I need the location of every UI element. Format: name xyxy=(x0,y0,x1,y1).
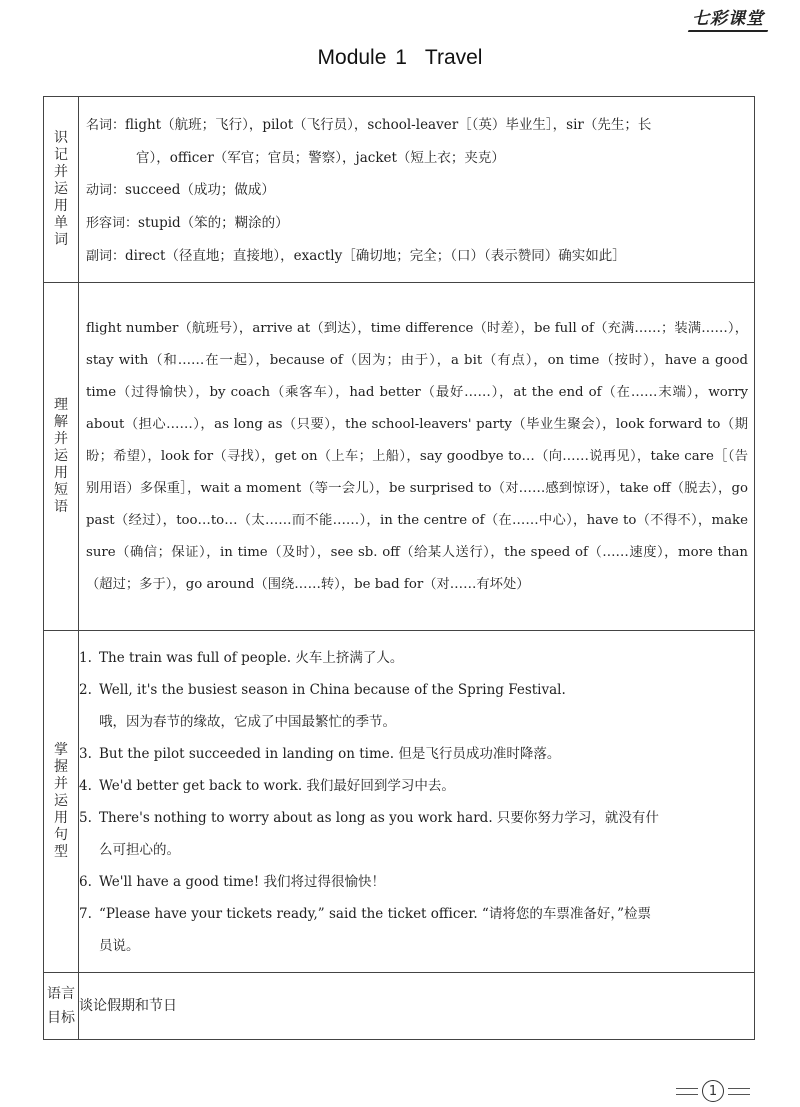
page-title xyxy=(0,46,800,70)
vocabulary-label: 识 记 并 运 用 单 词 xyxy=(44,97,79,283)
sentence-item: 5. There's nothing to worry about as long as you work hard. 只要你努力学习，就没有什 么可担心的。 xyxy=(79,809,659,858)
adjectives-line: 形容词：stupid（笨的；糊涂的） xyxy=(86,214,289,231)
sentences-row xyxy=(44,631,755,973)
brand-logo: 七彩课堂 xyxy=(692,4,764,29)
sentences-label: 掌 握 并 运 用 句 型 xyxy=(44,631,79,973)
sentence-item: 6. We'll have a good time! 我们将过得很愉快！ xyxy=(79,873,385,890)
goal-content: 谈论假期和节日 xyxy=(79,973,755,1040)
phrases-content: flight number（航班号），arrive at（到达），time difference（时差），be full of（充满……；装满……），stay with（和……在一起），because of（因为；由于），a bit（有点），on time（按时），have a good time（过得愉快），by coach（乘客车），had better（最好……），at the end of（在……末端），worry about（担心……），as long as（只要），the school-leavers' party（毕业生聚会），look forward to（期盼；希望），look for（寻找），get on（上车；上船），say goodbye to…（向……说再见），take care［（告别用语）多保重］，wait a moment（等一会儿），be surprised to（对……感到惊讶），take off（脱去），go past（经过），too…to…（太……而不能……），in the centre of（在……中心），have to（不得不），make sure（确信；保证），in time（及时），see sb. off（给某人送行），the speed of（……速度），more than（超过；多于），go around（围绕……转），be bad for（对……有坏处） xyxy=(79,283,755,631)
goal-label: 语言 目标 xyxy=(44,973,79,1040)
phrases-label: 理 解 并 运 用 短 语 xyxy=(44,283,79,631)
sentence-item: 3. But the pilot succeeded in landing on time. 但是飞行员成功准时降落。 xyxy=(79,745,561,762)
vocabulary-row xyxy=(44,97,755,283)
sentence-item: 4. We'd better get back to work. 我们最好回到学习中去。 xyxy=(79,777,455,794)
goal-row xyxy=(44,973,755,1040)
adverbs-line: 副词：direct（径直地；直接地），exactly［确切地；完全；（口）（表示赞同）确实如此］ xyxy=(86,247,626,264)
phrases-row xyxy=(44,283,755,631)
sentences-content xyxy=(79,631,755,973)
vocabulary-content xyxy=(79,97,755,283)
study-table xyxy=(43,96,755,1040)
sentence-item: 2. Well, it's the busiest season in China because of the Spring Festival. 哦，因为春节的缘故，它成了中国最繁忙的季节。 xyxy=(79,681,566,730)
page-number: 1 xyxy=(676,1080,750,1102)
module-label: Module 1 xyxy=(317,46,407,69)
sentence-item: 7. “Please have your tickets ready,” said the ticket officer. “请将您的车票准备好，”检票 员说。 xyxy=(79,905,651,954)
nouns-line: 名词：flight（航班；飞行），pilot（飞行员），school-leaver［（英）毕业生］，sir（先生；长 官），officer（军官；官员；警察），jacket（短上衣；夹克） xyxy=(86,116,652,166)
verbs-line: 动词：succeed（成功；做成） xyxy=(86,181,275,198)
module-topic: Travel xyxy=(424,46,483,69)
sentence-item: 1. The train was full of people. 火车上挤满了人。 xyxy=(79,649,404,666)
